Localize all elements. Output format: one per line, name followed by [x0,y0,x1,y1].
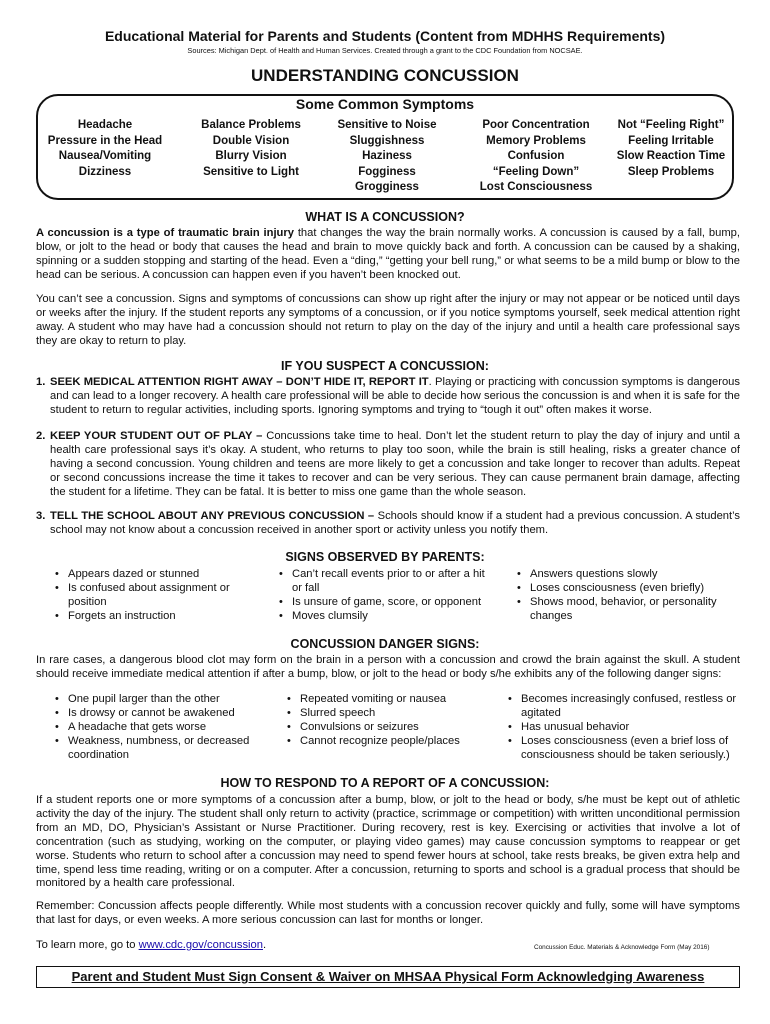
symptoms-column-3 [322,118,452,196]
danger-column-2 [284,693,484,749]
what-is-paragraph-2: You can’t see a concussion. Signs and symptoms of concussions can show up right after the injury or may not appear or be noticed until days or weeks after the injury. If the student reports any symptoms of a concussion, or if you notice symptoms yourself, seek medical attention right away. A student who may have had a concussion should not return to play on the day of the injury and until a health care professional says they are okay to return to play. [36,293,740,347]
danger-heading: CONCUSSION DANGER SIGNS: [290,637,480,651]
list-item: • Can’t recall events prior to or after a hit or fall [276,568,494,596]
list-item: • Weakness, numbness, or decreased coordination [52,735,266,763]
suspect-heading: IF YOU SUSPECT A CONCUSSION: [281,359,489,373]
symptoms-column-5 [612,118,730,180]
symptom-item: Sensitive to Noise [337,119,437,131]
respond-heading: HOW TO RESPOND TO A REPORT OF A CONCUSSION: [220,776,550,790]
list-item: • Is drowsy or cannot be awakened [52,707,266,721]
list-item: • Has unusual behavior [505,721,737,735]
suspect-item-2 [36,430,740,500]
symptom-item: Headache [77,119,133,131]
item-number: 2. [36,430,46,442]
list-item: • Convulsions or seizures [284,721,484,735]
form-reference-note: Concussion Educ. Materials & Acknowledge Form (May 2016) [534,944,710,951]
consent-waiver-text: Parent and Student Must Sign Consent & Waiver on MHSAA Physical Form Acknowledging Awareness [71,969,705,984]
symptom-item: Dizziness [78,165,132,178]
consent-waiver-banner [36,966,740,988]
symptoms-column-4 [466,118,606,196]
list-item: • Appears dazed or stunned [52,568,264,582]
respond-paragraph-2: Remember: Concussion affects people differently. While most students with a concussion recover quickly and fully, some will have symptoms that last for days, or even weeks. A more serious concussion can last for months or longer. [36,900,740,926]
symptom-item: Nausea/Vomiting [58,150,152,163]
list-item: • Slurred speech [284,707,484,721]
list-item: • Cannot recognize people/places [284,735,484,749]
symptoms-heading: Some Common Symptoms [295,96,475,112]
list-item: • A headache that gets worse [52,721,266,735]
list-item: • Becomes increasingly confused, restless or agitated [505,693,737,721]
symptom-item: Lost Consciousness [479,181,593,194]
list-item: • Repeated vomiting or nausea [284,693,484,707]
list-item: • One pupil larger than the other [52,693,266,707]
symptom-item: Blurry Vision [215,150,287,163]
list-item: • Is confused about assignment or position [52,582,264,610]
list-item: • Forgets an instruction [52,610,264,624]
item-bold-lead: TELL THE SCHOOL ABOUT ANY PREVIOUS CONCUSSION – [50,510,375,522]
symptom-item: Not “Feeling Right” [617,119,725,131]
symptom-item: Balance Problems [201,119,301,131]
item-bold-lead: KEEP YOUR STUDENT OUT OF PLAY – [50,430,263,442]
symptom-item: Grogginess [355,181,419,194]
document-sources-line: Sources: Michigan Dept. of Health and Human Services. Created through a grant to the CDC Foundation from NOCSAE. [187,46,583,55]
danger-intro: In rare cases, a dangerous blood clot may form on the brain in a person with a concussion and crowd the brain against the skull. A student should receive immediate medical attention if after a bump, blow, or jolt to the head or body s/he exhibits any of the following danger signs: [36,654,740,680]
item-number: 1. [36,376,46,388]
item-text: Concussions take time to heal. Don’t let the student return to play the day of injury and until a health care professional says it’s okay. A student, who returns to play too soon, while the brain is still healing, risks a greater chance of having a second concussion. Young children and teens are more likely to get a concussion and take longer to recover than adults. Repeat or second concussions increase the time it takes to recover and can be very serious. They can cause permanent brain damage, affecting the student for a lifetime. They can be fatal. It is better to miss one game than the whole season. [50,430,740,498]
symptom-item: Pressure in the Head [47,134,163,147]
item-text: Schools should know if a student had a previous concussion. A student’s school may not know about a concussion received in another sport or activity unless you notify them. [50,510,740,536]
list-item: • Loses consciousness (even briefly) [514,582,724,596]
what-is-paragraph-1 [36,227,740,283]
symptom-item: Fogginess [358,165,416,178]
signs-parents-column-3 [514,568,724,624]
respond-paragraph-1: If a student reports one or more symptoms of a concussion after a bump, blow, or jolt to the head or body, s/he must be kept out of athletic activity the day of the injury. The student shall only return to activity (practice, scrimmage or competition) with written unconditional permission from an MD, DO, Physician’s Assistant or Nurse Practitioner. During recovery, rest is key. Exercising or activities that involve a lot of concentration (such as studying, working on the computer, or playing video games) may cause concussion symptoms to reappear or get worse. Students who return to school after a concussion may need to spend fewer hours at school, take rests breaks, be given extra help and time, spend less time reading, writing or on a computer. After a concussion, returning to sports and school is a gradual process that should be monitored by a health care professional. [36,794,740,890]
symptom-item: Feeling Irritable [628,134,714,147]
signs-parents-column-1 [52,568,264,624]
what-is-bold-lead: A concussion is a type of traumatic brain injury [36,227,294,239]
cdc-concussion-link[interactable]: www.cdc.gov/concussion [138,939,263,951]
danger-column-1 [52,693,266,763]
symptom-item: Sensitive to Light [203,165,299,178]
what-is-paragraph-1-text: that changes the way the brain normally works. A concussion is caused by a fall, bump, blow, or jolt to the head or body that causes the head and brain to move quickly back and forth. A concussion can be caused by a shaking, spinning or a sudden stopping and starting of the head. Even a “ding,” “getting your bell rung,” or what seems to be a mild bump or blow to the head can be serious. A concussion can happen even if you haven’t been knocked out. [36,227,740,281]
learn-more-line [36,939,266,951]
symptom-item: Sluggishness [349,134,425,147]
symptom-item: Sleep Problems [627,165,715,178]
page-title: UNDERSTANDING CONCUSSION [251,66,519,85]
symptom-item: Double Vision [212,134,290,147]
list-item: • Loses consciousness (even a brief loss of consciousness should be taken seriously.) [505,735,737,763]
what-is-heading: WHAT IS A CONCUSSION? [305,210,465,224]
danger-column-3 [505,693,737,763]
list-item: • Moves clumsily [276,610,494,624]
symptom-item: Slow Reaction Time [616,150,726,163]
suspect-item-1 [36,376,740,418]
symptom-item: Haziness [362,150,412,163]
learn-more-suffix: . [262,939,267,951]
symptom-item: Confusion [507,150,565,163]
list-item: • Is unsure of game, score, or opponent [276,596,494,610]
signs-parents-heading: SIGNS OBSERVED BY PARENTS: [285,550,485,564]
symptom-item: Poor Concentration [482,119,590,131]
item-bold-lead: SEEK MEDICAL ATTENTION RIGHT AWAY – DON’T HIDE IT, REPORT IT [50,376,429,388]
learn-more-prefix: To learn more, go to [36,939,139,951]
suspect-item-3 [36,510,740,538]
symptom-item: “Feeling Down” [492,165,580,178]
list-item: • Shows mood, behavior, or personality changes [514,596,724,624]
list-item: • Answers questions slowly [514,568,724,582]
signs-parents-column-2 [276,568,494,624]
document-header-title: Educational Material for Parents and Students (Content from MDHHS Requirements) [104,28,666,44]
symptom-item: Memory Problems [486,134,586,147]
symptoms-column-1 [40,118,170,180]
symptoms-column-2 [186,118,316,180]
item-number: 3. [36,510,46,522]
item-text: . Playing or practicing with concussion symptoms is dangerous and can lead to a longer recovery. A health care professional will be able to decide how serious the concussion is and when it is safe for the student to return to regular activities, including sports. Ignoring symptoms and trying to “tough it out” often makes it worse. [50,376,740,416]
